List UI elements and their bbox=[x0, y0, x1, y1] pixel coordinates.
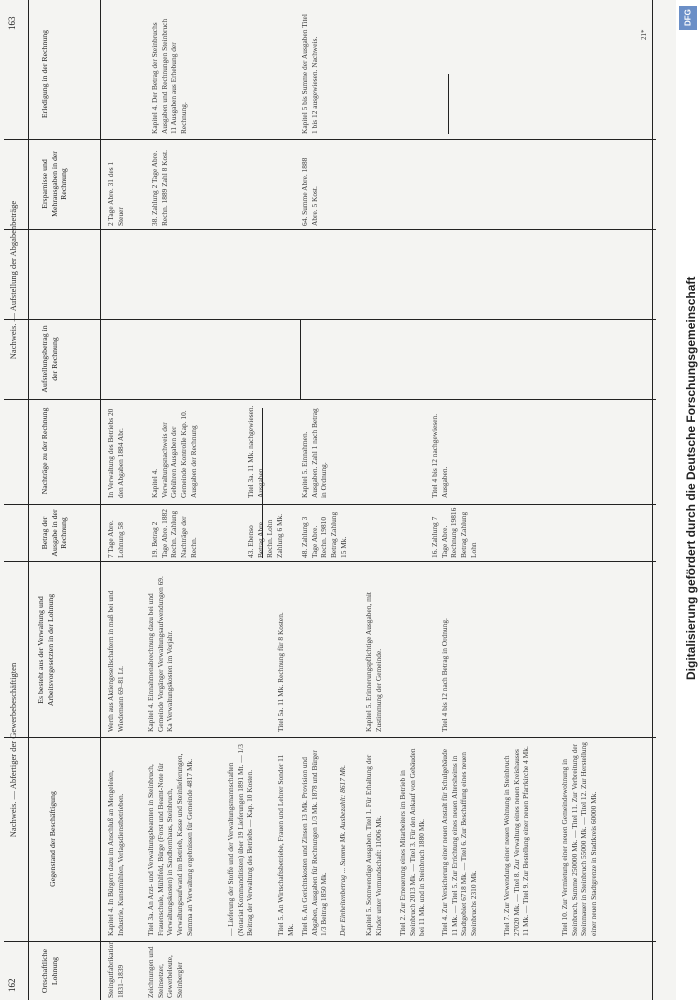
col-header-1: Ortschaftliche Lohnung bbox=[40, 948, 59, 994]
col-header-4: Betrag der Ausgabe in der Rechnung bbox=[40, 509, 69, 557]
right-row-2-c5: Kapitel 4. Verwaltungsnachweis der Gebühren Ausgaben der Gemeinde Kontrolle Kap. 10. Ausgaben der Rechnung bbox=[150, 410, 198, 498]
col-header-6: Aufstellungsbetrag in der Rechnung bbox=[40, 325, 59, 393]
left-row-2-c2: Titel 3a. An Arzt- und Verwaltungsbeamten in Steinbruch, Frauenschule, Mühlfeld, Bürge (Forst und Beamt-Note für Verwaltungskosten) in Sandbornhaus, Steinbruch, Verwaltungsaufwand im Betrieb, Kasse und Steinlieferungen, Summa an Verwaltung ergebnissen für Gemeinde 4817 Mk. bbox=[146, 753, 194, 936]
right-row-1-c4: 7 Tage Abre. Lohnung 58 bbox=[106, 520, 125, 558]
left-row-4-c2: Titel 5. An Wirtschaftsbetriebe, Frauen und Lehrer Sonder 11 Mk. bbox=[276, 754, 295, 936]
left-row-2-c3: Kapitel 4. Einnahmenabrechnung dazu bei und Gemeinde Vorgänger Verwaltungsaufwendungen 69. Ka Verwaltungskosten im Vorjahr. bbox=[146, 576, 175, 732]
page-number-left: 162 bbox=[7, 978, 17, 992]
col-header-8: Erledigung in der Rechnung bbox=[40, 29, 49, 119]
right-row-5-c5: Titel 4 bis 12 nachgewiesen. Ausgaben. bbox=[430, 413, 449, 498]
right-row-5-c4: 16. Zahlung 7 Tage Abre. Rechnung 19816 Betrag Zahlung Lohn bbox=[430, 507, 478, 558]
left-row-1-c1: Steingutfabrikation 1831–1839 bbox=[106, 940, 125, 998]
left-running-head: Nachweis. — Abfertiger der Gewerbebeschäftigten bbox=[8, 662, 18, 838]
right-row-4-c7: 64. Summe Abre. 1888 Abre. 5 Kost. bbox=[300, 157, 319, 226]
bottom-rule bbox=[652, 0, 653, 1000]
right-row-4-c4: 48. Zahlung 3 Tage Abre. Rechn. 19810 Betrag Zahlung 15 Mk. bbox=[300, 511, 348, 558]
left-row-3-c2: — Lieferung der Stoffe und der Verwaltungsmannschaften (Notariat Kommanditisten) über 19 Lieferungen 1891 Mt. — 1/3 Beitrag der Verwaltung des Betriebs — Kap. 10 Kosten. bbox=[226, 744, 255, 936]
dfg-watermark-text: Digitalisierung gefördert durch die Deutsche Forschungsgemeinschaft bbox=[684, 276, 698, 680]
left-row-7-c3: Kapitel 5. Erinnerungspflichtige Ausgaben, mit Zustimmung der Gemeinde. bbox=[364, 592, 383, 732]
left-row-2-c1: Zeichnungen und Steinsetzer, Gewerbeleute, Steinbergler bbox=[146, 946, 184, 998]
left-row-9-c2: Titel 4. Zur Versicherung einer neuen Anstalt für Schulgebäude 11 Mk. — Titel 5. Zur Errichtung eines neuen Altersheims in Stadtgebiet 6718 Mk. — Titel 6. Zur Beschaffung eines neuen Steinbruchs 2310 Mk. bbox=[440, 749, 478, 936]
left-row-4-c3: Titel 5a. 11 Mk. Rechnung für 8 Kosten. bbox=[276, 612, 285, 732]
col-divider-8 bbox=[4, 139, 656, 140]
left-row-5-c2: Titel 6. An Gerichtskosten und Zinsen 13 Mk. Provision und Abgaben, Ausgaben für Rechnungen 1/3 Mk. 1878 und Bürger 1/3 Beitrag 1850 Mk. bbox=[300, 750, 329, 936]
left-row-8-c2: Titel 2. Zur Erneuerung eines Mitarbeiters im Betrieb in Steinbruch 2013 Mk. — Titel 3. Für den Ankauf von Gebäuden bei 11 Mk. und in Steinbruch 1880 Mk. bbox=[398, 748, 427, 936]
right-row-2-c8: Kapitel 4. Der Betrag der Steinbruchs Ausgaben und Rechnungen Steinbruch 11 Ausgaben aus Erhebung der Rechnung. bbox=[150, 18, 188, 134]
right-row-3-c4: 43. Ebenso Betrag Abre. Rechn. Lohn Zahlung 6 Mk. bbox=[246, 513, 284, 558]
col-divider-4 bbox=[4, 504, 656, 505]
col-divider-2 bbox=[4, 737, 656, 738]
cell-separator-1 bbox=[262, 408, 263, 558]
cell-separator-3 bbox=[448, 74, 449, 134]
col-header-5: Nachträge zu der Rechnung bbox=[40, 407, 49, 495]
left-row-9-c3: Titel 4 bis 12 nach Betrag in Ordnung. bbox=[440, 618, 449, 732]
right-row-4-c8: Kapitel 5 bis Summe der Ausgaben Titel 1 bis 12 ausgewiesen. Nachweis. bbox=[300, 14, 319, 134]
right-row-3-c5: Titel 3a. 11 Mk. nachgewiesen. Ausgaben. bbox=[246, 405, 265, 498]
col-divider-6 bbox=[4, 319, 656, 320]
dfg-watermark-strip bbox=[676, 0, 700, 1000]
col-divider-5 bbox=[4, 399, 656, 400]
page-number-right: 163 bbox=[7, 16, 17, 30]
left-row-1-c2: Kapitel 4. In Bürgern dazu im Anschluß an Mengeleien, Industrie, Kunstmühlen, Verlagsdienstbetrieben. bbox=[106, 770, 125, 936]
right-row-1-c5: In Verwaltung des Betriebs 20 den Abgaben 1884 Abr. bbox=[106, 408, 125, 498]
right-row-4-c5: Kapitel 5. Einnahmen. Ausgaben. Zahl 1 nach Betrag in Ordnung. bbox=[300, 408, 329, 498]
col-header-7: Ersparnisse und Mehrausgaben in der Rechnung bbox=[40, 151, 69, 217]
left-row-1-c3: Werth aus Aktiengesellschaftern in maß bei und Wiedemann 69–81 Lt. bbox=[106, 590, 125, 732]
col-divider-3 bbox=[4, 561, 656, 562]
left-row-10-c2: Titel 7. Zur Verwendung einer neuen Wohnung in Steinbruch 27020 Mk. — Titel 8. Zur Verwaltung eines neuen Kreishauses 11 Mk. — Titel 9. Zur Bestellung einer neuen Pfarrkirche 4 Mk. bbox=[502, 746, 531, 936]
right-row-2-c7: 38. Zahlung 2 Tage Abre. Rechn. 1889 Zahl 8 Kost. bbox=[150, 150, 169, 226]
header-rule-top bbox=[28, 0, 29, 1000]
col-divider-1 bbox=[4, 941, 656, 942]
col-divider-7 bbox=[4, 229, 656, 230]
left-row-7-c2: Kapitel 5. Sonnwendige Ausgaben. Titel 1. Für Erhaltung der Kinder unter Vormundschaft: 11006 Mk. bbox=[364, 754, 383, 936]
bottom-mark: 21* bbox=[640, 29, 648, 40]
col-header-3: Es besteht aus der Verwaltung und Arbeitsvorgesetzten in der Lohnung bbox=[36, 593, 55, 707]
right-row-2-c4: 19. Betrag 2 Tage Abre. 1882 Rechn. Zahlung Nachträge der Rechn. bbox=[150, 509, 198, 558]
right-running-head: Nachweis. — Aufstellung der Abgabenbeträge bbox=[8, 200, 18, 360]
header-rule-bottom bbox=[100, 0, 101, 1000]
left-row-11-c2: Titel 10. Zur Vermietung einer neuen Gemeindewohnung in Steinbruch, Summe 250000 Mk. — Titel 11. Zur Verbreitung der Steinmauer in Steinbruch 55000 Mk. — Titel 12. Zur Herstellung einer neuen Stadtgrenze in Stadtkreis 60000 Mk. bbox=[560, 742, 598, 936]
right-row-1-c7: 2 Tage Abre. 31 des 1 Steuer bbox=[106, 161, 125, 226]
col-header-2: Gegenstand der Beschäftigung bbox=[48, 791, 57, 887]
left-row-6-c2: Der Einheitenbetrag ... Summe Mk. Ausbezahlt: 8617 Mk. bbox=[338, 764, 347, 936]
cell-separator-2 bbox=[300, 320, 301, 400]
dfg-logo-icon: DFG bbox=[679, 6, 697, 30]
